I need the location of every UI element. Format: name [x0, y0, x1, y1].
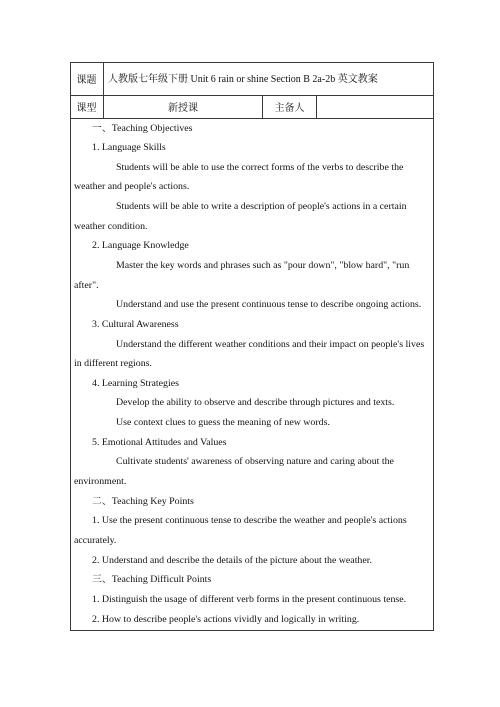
paragraph-line: in different regions.	[74, 358, 152, 370]
item-title: 5. Emotional Attitudes and Values	[92, 436, 227, 448]
paragraph-line: weather condition.	[74, 220, 148, 232]
paragraph-line: environment.	[74, 476, 127, 488]
topic-value: 人教版七年级下册 Unit 6 rain or shine Section B 2a-2b 英文教案	[108, 74, 378, 85]
item-title: 2. Language Knowledge	[92, 240, 189, 252]
paragraph-line: Cultivate students' awareness of observing nature and caring about the	[116, 456, 394, 468]
preparer-label: 主备人	[274, 103, 305, 114]
paragraph-line: Use context clues to guess the meaning of new words.	[116, 417, 330, 429]
paragraph-line: Students will be able to write a description of people's actions in a certain	[116, 201, 407, 213]
lesson-type-label: 课型	[76, 103, 97, 114]
preparer-value	[317, 95, 432, 118]
paragraph-line: after".	[74, 279, 99, 291]
section-heading: 二、Teaching Key Points	[92, 495, 194, 507]
lesson-content	[70, 119, 433, 630]
section-heading: 三、Teaching Difficult Points	[92, 574, 212, 586]
item-title: 1. Language Skills	[92, 142, 166, 154]
paragraph-line: accurately.	[74, 534, 117, 546]
topic-label: 课题	[76, 75, 97, 86]
paragraph-line: weather and people's actions.	[74, 181, 190, 193]
item-title: 3. Cultural Awareness	[92, 318, 179, 330]
paragraph-line: 1. Use the present continuous tense to describe the weather and people's actions	[92, 515, 407, 527]
paragraph-line: 2. Understand and describe the details of the picture about the weather.	[92, 554, 372, 566]
lesson-type-value: 新授课	[168, 103, 198, 114]
paragraph-line: Understand the different weather conditions and their impact on people's lives	[116, 338, 425, 350]
paragraph-line: Students will be able to use the correct forms of the verbs to describe the	[116, 161, 404, 173]
section-heading: 一、Teaching Objectives	[92, 122, 193, 134]
paragraph-line: Understand and use the present continuous tense to describe ongoing actions.	[116, 299, 422, 311]
paragraph-line: Master the key words and phrases such as "pour down", "blow hard", "run	[116, 259, 410, 271]
paragraph-line: 2. How to describe people's actions vividly and logically in writing.	[92, 613, 360, 625]
item-title: 4. Learning Strategies	[92, 377, 179, 389]
paragraph-line: Develop the ability to observe and describe through pictures and texts.	[116, 397, 395, 409]
paragraph-line: 1. Distinguish the usage of different verb forms in the present continuous tense.	[92, 593, 407, 605]
